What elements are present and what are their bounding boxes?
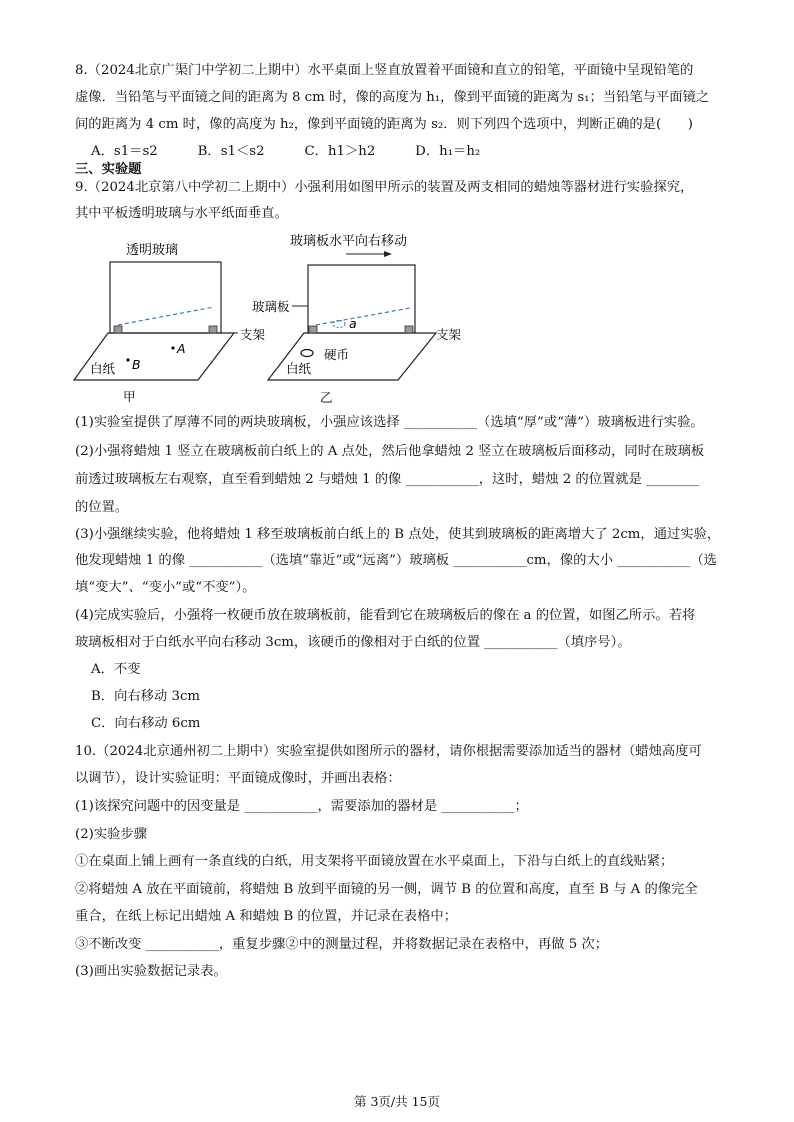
label-transparent-glass: 透明玻璃 xyxy=(126,243,179,258)
bracket-left xyxy=(114,326,122,333)
q9-part-3-line-2: 他发现蜡烛 1 的像 ___________（选填“靠近”或“远离”）玻璃板 ___________cm，像的大小 ___________（选 xyxy=(75,553,717,568)
coin-image-dashed xyxy=(333,321,345,328)
q10-step-3: ③不断改变 ___________，重复步骤②中的测量过程，并将数据记录在表格中，再做 5 次； xyxy=(75,937,609,952)
q9-part-4-line-1: (4)完成实验后，小强将一枚硬币放在玻璃板前，能看到它在玻璃板后的像在 a 的位置，如图乙所示。若将 xyxy=(75,608,696,623)
glass-board-dashed-edge xyxy=(316,308,410,325)
q9-part-2-line-2: 前透过玻璃板左右观察，直至看到蜡烛 2 与蜡烛 1 的像 ___________，这时，蜡烛 2 的位置就是 ________ xyxy=(75,472,700,487)
label-bracket-yi: 支架 xyxy=(436,327,462,342)
figure-jia xyxy=(74,242,266,404)
q9-line-2: 其中平板透明玻璃与水平纸面垂直。 xyxy=(75,206,288,221)
caption-yi: 乙 xyxy=(320,390,333,405)
q9-part-4-line-2: 玻璃板相对于白纸水平向右移动 3cm，该硬币的像相对于白纸的位置 ___________（填序号）。 xyxy=(75,635,631,650)
point-b-dot xyxy=(126,358,129,361)
q9-part-2-line-1: (2)小强将蜡烛 1 竖立在玻璃板前白纸上的 A 点处，然后他拿蜡烛 2 竖立在玻璃板后面移动，同时在玻璃板 xyxy=(75,444,705,459)
label-point-a: A xyxy=(177,341,186,356)
experiment-figure xyxy=(70,232,470,408)
q9-part-2-line-3: 的位置。 xyxy=(75,500,129,515)
q10-step-1: ①在桌面上铺上画有一条直线的白纸，用支架将平面镜放置在水平桌面上，下沿与白纸上的直线贴紧； xyxy=(75,854,674,869)
label-white-paper: 白纸 xyxy=(90,361,116,376)
q10-part-1: (1)该探究问题中的因变量是 ___________，需要添加的器材是 ___________； xyxy=(75,799,528,814)
q10-line-1: 10.（2024北京通州初二上期中）实验室提供如图所示的器材，请你根据需要添加适当的器材（蜡烛高度可 xyxy=(75,744,702,759)
label-point-b: B xyxy=(132,357,141,372)
figure-yi xyxy=(252,233,462,405)
q9-part-3-line-3: 填“变大”、“变小”或“不变”）。 xyxy=(75,580,256,595)
page-footer: 第 3页/共 15页 xyxy=(353,1094,441,1109)
q9-part-3-line-1: (3)小强继续实验，他将蜡烛 1 移至玻璃板前白纸上的 B 点处，使其到玻璃板的距离增大了 2cm，通过实验， xyxy=(75,527,721,542)
coin xyxy=(301,350,313,357)
q9-option-c: C．向右移动 6cm xyxy=(91,716,201,731)
q8-line-1: 8.（2024北京广渠门中学初二上期中）水平桌面上竖直放置着平面镜和直立的铅笔，平面镜中呈现铅笔的 xyxy=(75,63,694,78)
glass-board xyxy=(308,265,415,333)
move-arrow-head xyxy=(384,251,392,257)
bracket-left-yi xyxy=(309,326,317,333)
q9-part-1: (1)实验室提供了厚薄不同的两块玻璃板，小强应该选择 ___________（选填“厚”或“薄”）玻璃板进行实验。 xyxy=(75,415,704,430)
label-coin: 硬币 xyxy=(324,347,350,362)
q9-option-b: B．向右移动 3cm xyxy=(91,689,200,704)
q10-step-2-line-1: ②将蜡烛 A 放在平面镜前，将蜡烛 B 放到平面镜的另一侧，调节 B 的位置和高度，直至 B 与 A 的像完全 xyxy=(75,882,698,897)
bracket-right xyxy=(209,326,217,333)
point-a-dot xyxy=(171,346,174,349)
q8-line-2: 虚像．当铅笔与平面镜之间的距离为 8 cm 时，像的高度为 h₁，像到平面镜的距离为 s₁；当铅笔与平面镜之 xyxy=(75,90,710,105)
q9-line-1: 9.（2024北京第八中学初二上期中）小强利用如图甲所示的装置及两支相同的蜡烛等器材进行实验探究， xyxy=(75,180,694,195)
q8-line-3: 间的距离为 4 cm 时，像的高度为 h₂，像到平面镜的距离为 s₂．则下列四个选项中，判断正确的是( ) xyxy=(75,117,693,132)
q10-part-2: (2)实验步骤 xyxy=(75,827,148,842)
q8-options: A．s1＝s2 B．s1＜s2 C．h1＞h2 D．h₁＝h₂ xyxy=(91,144,481,159)
section-heading: 三、实验题 xyxy=(75,162,142,177)
q10-step-2-line-2: 重合，在纸上标记出蜡烛 A 和蜡烛 B 的位置，并记录在表格中； xyxy=(75,909,457,924)
glass-dashed-edge xyxy=(118,307,214,325)
label-glass-moves-right: 玻璃板水平向右移动 xyxy=(290,234,408,249)
q10-part-3: (3)画出实验数据记录表。 xyxy=(75,964,227,979)
label-bracket: 支架 xyxy=(240,327,266,342)
q9-option-a: A．不变 xyxy=(91,662,141,677)
label-glass-board: 玻璃板 xyxy=(252,299,290,314)
caption-jia: 甲 xyxy=(123,389,136,404)
bracket-right-yi xyxy=(405,326,413,333)
glass-plate xyxy=(110,262,221,333)
label-image-a: a xyxy=(349,316,357,331)
q10-line-2: 以调节），设计实验证明：平面镜成像时，并画出表格： xyxy=(75,771,401,786)
label-white-paper-yi: 白纸 xyxy=(286,361,312,376)
